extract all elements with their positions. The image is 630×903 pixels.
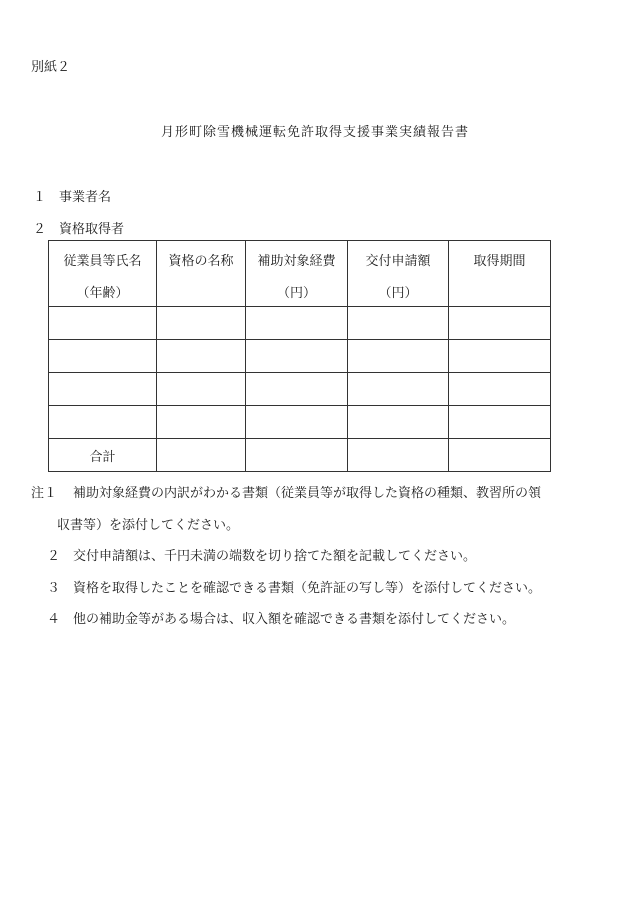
table-cell[interactable] [49, 340, 157, 373]
table-cell[interactable] [348, 406, 449, 439]
note-text: 交付申請額は、千円未満の端数を切り捨てた額を記載してください。 [73, 549, 477, 564]
note-text: 補助対象経費の内訳がわかる書類（従業員等が取得した資格の種類、教習所の領 [73, 486, 542, 501]
total-cell[interactable] [449, 439, 551, 472]
annex-label: 別紙２ [31, 60, 71, 75]
section-number: １ [33, 190, 47, 205]
table-total-row [49, 439, 551, 472]
table-cell[interactable] [449, 307, 551, 340]
note-text: 資格を取得したことを確認できる書類（免許証の写し等）を添付してください。 [73, 581, 542, 596]
section-label: 資格取得者 [59, 222, 125, 237]
table-cell[interactable] [157, 340, 246, 373]
note-number: ３ [47, 581, 61, 596]
table-cell[interactable] [157, 406, 246, 439]
table-cell[interactable] [348, 307, 449, 340]
header-qualification-name: 資格の名称 [157, 241, 246, 307]
note-1 [31, 482, 541, 501]
total-cell[interactable] [246, 439, 348, 472]
section-label: 事業者名 [59, 190, 112, 205]
note-3 [47, 577, 541, 596]
table-cell[interactable] [348, 373, 449, 406]
table-row [49, 406, 551, 439]
document-title: 月形町除雪機械運転免許取得支援事業実績報告書 [160, 125, 469, 140]
note-number: ２ [47, 549, 61, 564]
table-cell[interactable] [246, 406, 348, 439]
table-cell[interactable] [49, 307, 157, 340]
header-eligible-expenses: 補助対象経費 （円） [246, 241, 348, 307]
header-application-amount: 交付申請額 （円） [348, 241, 449, 307]
note-prefix: 注１ [31, 486, 58, 501]
qualification-holders-table [48, 240, 551, 472]
table-header-row [49, 241, 551, 307]
table-cell[interactable] [348, 340, 449, 373]
header-acquisition-period: 取得期間 [449, 241, 551, 307]
table-cell[interactable] [157, 307, 246, 340]
table-cell[interactable] [49, 373, 157, 406]
section-number: ２ [33, 222, 47, 237]
table-cell[interactable] [246, 340, 348, 373]
note-1-continuation: 収書等）を添付してください。 [57, 518, 240, 533]
table-cell[interactable] [49, 406, 157, 439]
table-cell[interactable] [449, 406, 551, 439]
table-row [49, 340, 551, 373]
table-cell[interactable] [449, 373, 551, 406]
table-cell[interactable] [157, 373, 246, 406]
note-text: 他の補助金等がある場合は、収入額を確認できる書類を添付してください。 [73, 612, 516, 627]
section-qualification-holders [33, 218, 124, 237]
table-cell[interactable] [246, 307, 348, 340]
note-number: ４ [47, 612, 61, 627]
table-row [49, 373, 551, 406]
table-row [49, 307, 551, 340]
total-label: 合計 [49, 439, 157, 472]
table-cell[interactable] [449, 340, 551, 373]
total-cell[interactable] [157, 439, 246, 472]
section-business-name [33, 186, 111, 205]
note-2 [47, 545, 476, 564]
total-cell[interactable] [348, 439, 449, 472]
note-4 [47, 608, 515, 627]
table-cell[interactable] [246, 373, 348, 406]
header-employee-name: 従業員等氏名 （年齢） [49, 241, 157, 307]
